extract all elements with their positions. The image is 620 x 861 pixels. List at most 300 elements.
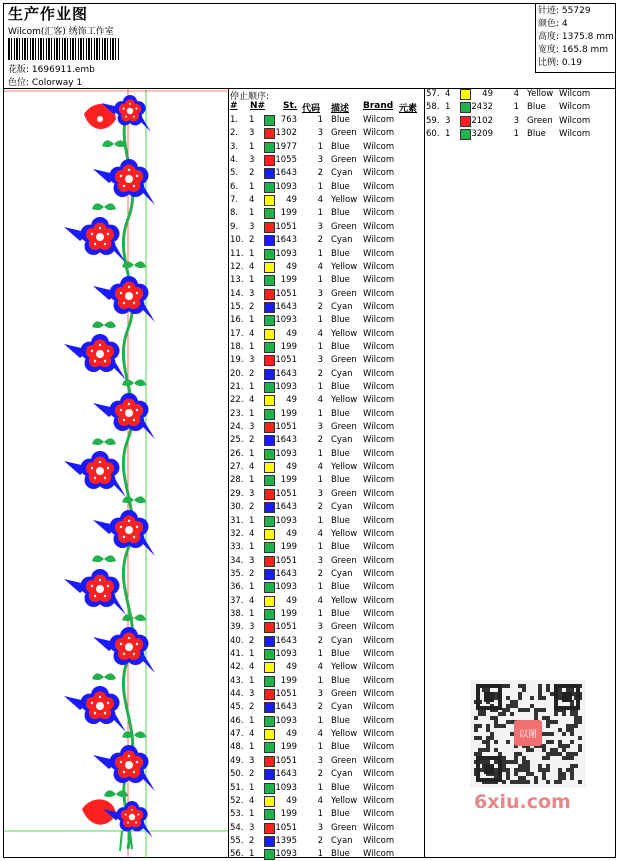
stop-number: 54. (230, 822, 244, 833)
color-description: Blue (331, 782, 350, 793)
thread-brand: Wilcom (559, 115, 591, 126)
color-swatch (264, 823, 275, 834)
color-swatch (264, 262, 275, 273)
color-description: Cyan (331, 635, 353, 646)
color-swatch (264, 275, 275, 286)
color-description: Blue (331, 649, 350, 659)
thread-brand: Wilcom (363, 742, 395, 753)
color-code: 3 (317, 221, 323, 232)
stop-row (229, 448, 424, 461)
thread-brand: Wilcom (363, 341, 395, 352)
stat-label: 宽度: (538, 45, 560, 55)
stitch-count: 49 (286, 795, 297, 806)
color-code: 1 (317, 542, 323, 553)
color-swatch (264, 689, 275, 700)
color-description: Yellow (331, 795, 358, 806)
color-code: 3 (317, 755, 323, 766)
needle-number: 1 (249, 115, 255, 125)
stop-number: 36. (230, 582, 244, 593)
color-code: 1 (317, 515, 323, 526)
needle-number: 2 (249, 368, 255, 379)
stop-number: 18. (230, 341, 244, 352)
stat-label: 高度: (538, 32, 560, 42)
color-code: 1 (317, 141, 323, 152)
color-code: 1 (317, 341, 323, 352)
stat-value: 55729 (561, 6, 591, 16)
stitch-count: 1051 (275, 221, 297, 232)
stop-number: 31. (230, 515, 244, 526)
stitch-count: 49 (286, 462, 297, 473)
color-swatch (264, 596, 275, 607)
stop-row (229, 167, 424, 180)
color-description: Green (331, 155, 357, 166)
color-code: 4 (317, 462, 323, 473)
thread-brand: Wilcom (363, 849, 395, 860)
stop-number: 34. (230, 555, 244, 566)
color-swatch (264, 155, 275, 166)
color-description: Yellow (331, 462, 358, 473)
needle-number: 1 (249, 649, 255, 659)
color-swatch (264, 195, 275, 206)
color-code: 1 (317, 608, 323, 619)
color-code: 4 (317, 395, 323, 406)
color-swatch (264, 222, 275, 233)
thread-brand: Wilcom (363, 782, 395, 793)
color-description: Blue (331, 248, 350, 259)
color-description: Green (331, 221, 357, 232)
color-description: Yellow (331, 195, 358, 206)
needle-number: 1 (249, 475, 255, 486)
needle-number: 1 (249, 341, 255, 352)
color-description: Cyan (331, 235, 353, 246)
stop-number: 50. (230, 769, 244, 780)
color-description: Cyan (331, 301, 353, 312)
color-code: 3 (513, 115, 519, 126)
stop-number: 38. (230, 608, 244, 619)
needle-number: 1 (249, 809, 255, 820)
stop-row (229, 728, 424, 741)
col-number: # (230, 101, 238, 111)
stop-row (229, 768, 424, 781)
color-swatch (264, 529, 275, 540)
stop-row (229, 822, 424, 835)
stop-number: 21. (230, 382, 244, 392)
thread-brand: Wilcom (363, 328, 395, 339)
stat-label: 针迹: (538, 6, 560, 16)
color-swatch (264, 462, 275, 473)
stitch-count: 199 (280, 608, 297, 619)
color-code: 4 (317, 328, 323, 339)
stop-row (229, 314, 424, 327)
colorway-label: 色位: (8, 78, 30, 88)
stop-row (229, 795, 424, 808)
thread-brand: Wilcom (363, 542, 395, 553)
colorway-value: Colorway 1 (31, 78, 83, 88)
needle-number: 2 (249, 235, 255, 246)
color-code: 4 (317, 595, 323, 606)
thread-brand: Wilcom (363, 168, 395, 179)
needle-number: 2 (249, 568, 255, 579)
color-description: Blue (331, 675, 350, 686)
color-swatch (264, 142, 275, 153)
stitch-count: 1093 (275, 849, 297, 860)
stitch-count: 1302 (275, 128, 297, 139)
thread-brand: Wilcom (559, 102, 591, 113)
needle-number: 2 (249, 301, 255, 312)
stop-row (229, 595, 424, 608)
stitch-count: 1643 (275, 702, 297, 713)
stop-number: 25. (230, 435, 244, 446)
stop-row (229, 221, 424, 234)
stop-number: 48. (230, 742, 244, 753)
color-description: Green (331, 128, 357, 139)
stop-number: 23. (230, 408, 244, 419)
thread-brand: Wilcom (363, 448, 395, 459)
stop-row (229, 675, 424, 688)
needle-number: 2 (249, 502, 255, 513)
needle-number: 1 (445, 129, 451, 140)
stat-label: 比例: (538, 58, 560, 68)
stitch-count: 1093 (275, 315, 297, 326)
stitch-count: 199 (280, 809, 297, 820)
stop-row (229, 755, 424, 768)
color-description: Green (331, 555, 357, 566)
thread-brand: Wilcom (363, 769, 395, 780)
needle-number: 4 (249, 595, 255, 606)
thread-brand: Wilcom (363, 795, 395, 806)
stop-row (229, 515, 424, 528)
thread-brand: Wilcom (363, 115, 395, 125)
color-description: Blue (331, 849, 350, 860)
stop-number: 12. (230, 261, 244, 272)
stitch-count: 199 (280, 341, 297, 352)
stitch-count: 49 (286, 328, 297, 339)
stop-row (229, 808, 424, 821)
color-description: Yellow (331, 729, 358, 740)
thread-brand: Wilcom (363, 689, 395, 700)
needle-number: 3 (249, 622, 255, 633)
color-swatch (460, 102, 471, 113)
stop-row (229, 661, 424, 674)
color-description: Blue (331, 582, 350, 593)
stop-row (229, 568, 424, 581)
col-brand: Brand (363, 101, 394, 111)
needle-number: 3 (249, 488, 255, 499)
thread-brand: Wilcom (363, 475, 395, 486)
stop-number: 3. (230, 141, 239, 152)
color-description: Cyan (331, 835, 353, 846)
color-swatch (264, 249, 275, 260)
thread-brand: Wilcom (363, 662, 395, 673)
color-code: 4 (317, 662, 323, 673)
color-code: 1 (317, 582, 323, 593)
color-swatch (264, 569, 275, 580)
stop-number: 37. (230, 595, 244, 606)
col-element: 元素 (399, 104, 418, 114)
color-swatch (264, 662, 275, 673)
needle-number: 3 (249, 555, 255, 566)
color-code: 2 (317, 769, 323, 780)
stitch-count: 49 (482, 89, 493, 99)
stop-row (229, 835, 424, 848)
design-file-name: 1696911.emb (31, 65, 95, 75)
needle-number: 1 (249, 408, 255, 419)
stitch-count: 49 (286, 729, 297, 740)
thread-brand: Wilcom (363, 435, 395, 446)
stitch-count: 49 (286, 195, 297, 206)
stitch-count: 2432 (471, 102, 493, 113)
thread-brand: Wilcom (363, 608, 395, 619)
color-swatch (460, 129, 471, 140)
embroidery-preview (4, 89, 228, 858)
needle-number: 1 (249, 675, 255, 686)
needle-number: 2 (249, 435, 255, 446)
thread-brand: Wilcom (363, 595, 395, 606)
thread-brand: Wilcom (363, 181, 395, 192)
thread-brand: Wilcom (363, 141, 395, 152)
color-description: Green (331, 822, 357, 833)
color-code: 2 (317, 168, 323, 179)
stitch-count: 1643 (275, 368, 297, 379)
stitch-count: 199 (280, 208, 297, 219)
stop-row (229, 501, 424, 514)
color-description: Blue (331, 181, 350, 192)
color-swatch (264, 649, 275, 660)
thread-brand: Wilcom (363, 275, 395, 286)
stop-row (425, 101, 620, 114)
color-swatch (264, 382, 275, 393)
color-swatch (264, 235, 275, 246)
stop-number: 27. (230, 462, 244, 473)
stop-row (425, 88, 620, 101)
color-description: Yellow (331, 261, 358, 272)
stop-number: 24. (230, 422, 244, 433)
color-description: Green (331, 689, 357, 700)
color-code: 1 (317, 382, 323, 392)
color-code: 2 (317, 435, 323, 446)
color-description: Blue (331, 542, 350, 553)
stop-row (229, 635, 424, 648)
color-code: 3 (317, 822, 323, 833)
stitch-count: 199 (280, 542, 297, 553)
col-description: 描述 (331, 104, 350, 114)
stop-row (229, 207, 424, 220)
color-code: 3 (317, 622, 323, 633)
thread-brand: Wilcom (363, 235, 395, 246)
thread-brand: Wilcom (363, 502, 395, 513)
color-code: 3 (317, 155, 323, 166)
color-description: Cyan (331, 568, 353, 579)
stop-row (229, 261, 424, 274)
stop-number: 10. (230, 235, 244, 246)
color-description: Green (331, 422, 357, 433)
color-code: 3 (317, 355, 323, 366)
color-swatch (264, 742, 275, 753)
stop-number: 22. (230, 395, 244, 406)
color-swatch (264, 475, 275, 486)
needle-number: 2 (249, 769, 255, 780)
color-description: Blue (331, 715, 350, 726)
needle-number: 1 (249, 382, 255, 392)
stop-number: 49. (230, 755, 244, 766)
color-swatch (264, 502, 275, 513)
stop-row (229, 341, 424, 354)
needle-number: 2 (249, 702, 255, 713)
color-swatch (264, 783, 275, 794)
stop-row (229, 421, 424, 434)
color-code: 1 (317, 248, 323, 259)
needle-number: 4 (249, 729, 255, 740)
thread-brand: Wilcom (363, 315, 395, 326)
color-description: Blue (331, 448, 350, 459)
color-code: 2 (317, 702, 323, 713)
stat-width (538, 44, 616, 57)
stitch-count: 199 (280, 675, 297, 686)
color-code: 3 (317, 422, 323, 433)
color-code: 4 (317, 795, 323, 806)
color-description: Blue (331, 515, 350, 526)
needle-number: 1 (249, 448, 255, 459)
thread-brand: Wilcom (363, 635, 395, 646)
stop-row (229, 301, 424, 314)
stat-stitches (538, 5, 616, 18)
color-code: 3 (317, 689, 323, 700)
color-description: Blue (331, 475, 350, 486)
page-title: 生产作业图 (8, 5, 89, 23)
stitch-count: 3209 (471, 129, 493, 140)
thread-brand: Wilcom (363, 221, 395, 232)
thread-brand: Wilcom (363, 582, 395, 593)
stop-row (229, 408, 424, 421)
stats-box (535, 3, 616, 73)
needle-number: 3 (249, 355, 255, 366)
stat-colors (538, 18, 616, 31)
stop-number: 7. (230, 195, 239, 206)
color-code: 1 (513, 129, 519, 140)
color-swatch (264, 168, 275, 179)
stop-row (229, 528, 424, 541)
stop-number: 15. (230, 301, 244, 312)
stop-number: 32. (230, 528, 244, 539)
stitch-count: 49 (286, 595, 297, 606)
stat-value: 1375.8 mm (561, 32, 614, 42)
color-description: Green (331, 755, 357, 766)
thread-brand: Wilcom (363, 395, 395, 406)
color-description: Cyan (331, 769, 353, 780)
thread-brand: Wilcom (363, 649, 395, 659)
color-swatch (264, 622, 275, 633)
thread-brand: Wilcom (559, 89, 591, 99)
color-swatch (264, 422, 275, 433)
color-swatch (264, 582, 275, 593)
color-description: Blue (527, 102, 546, 113)
needle-number: 4 (249, 395, 255, 406)
color-swatch (460, 89, 471, 100)
needle-number: 1 (249, 742, 255, 753)
color-description: Cyan (331, 702, 353, 713)
color-description: Blue (331, 141, 350, 152)
needle-number: 1 (445, 102, 451, 113)
needle-number: 3 (249, 288, 255, 299)
stop-row (229, 181, 424, 194)
color-description: Yellow (331, 595, 358, 606)
stop-row (229, 621, 424, 634)
stitch-count: 1093 (275, 248, 297, 259)
color-description: Cyan (331, 168, 353, 179)
stop-number: 41. (230, 649, 244, 659)
color-description: Green (331, 288, 357, 299)
color-swatch (264, 769, 275, 780)
stop-row (229, 688, 424, 701)
color-code: 2 (317, 368, 323, 379)
stop-number: 11. (230, 248, 244, 259)
stop-row (229, 381, 424, 394)
color-code: 3 (317, 288, 323, 299)
design-file-line (8, 62, 95, 75)
stop-number: 9. (230, 221, 239, 232)
color-swatch (264, 435, 275, 446)
needle-number: 3 (249, 755, 255, 766)
color-swatch (264, 369, 275, 380)
stitch-count: 1051 (275, 422, 297, 433)
color-swatch (264, 208, 275, 219)
color-code: 1 (317, 649, 323, 659)
stop-row (229, 581, 424, 594)
needle-number: 1 (249, 782, 255, 793)
color-swatch (264, 849, 275, 860)
stop-number: 16. (230, 315, 244, 326)
color-swatch (264, 315, 275, 326)
stitch-count: 1643 (275, 435, 297, 446)
stop-number: 47. (230, 729, 244, 740)
color-swatch (264, 329, 275, 340)
stop-row (229, 154, 424, 167)
color-swatch (264, 542, 275, 553)
stop-number: 33. (230, 542, 244, 553)
thread-brand: Wilcom (363, 835, 395, 846)
stop-row (229, 368, 424, 381)
color-swatch (264, 128, 275, 139)
needle-number: 1 (249, 608, 255, 619)
thread-brand: Wilcom (363, 528, 395, 539)
color-swatch (264, 355, 275, 366)
thread-brand: Wilcom (363, 208, 395, 219)
stitch-count: 1051 (275, 622, 297, 633)
needle-number: 1 (249, 582, 255, 593)
stop-number: 4. (230, 155, 239, 166)
color-code: 1 (317, 675, 323, 686)
stitch-count: 1051 (275, 822, 297, 833)
stop-row (425, 128, 620, 141)
thread-brand: Wilcom (363, 702, 395, 713)
color-code: 1 (317, 408, 323, 419)
stop-number: 1. (230, 115, 239, 125)
stitch-count: 1093 (275, 782, 297, 793)
barcode (8, 38, 120, 60)
thread-brand: Wilcom (363, 755, 395, 766)
stop-number: 43. (230, 675, 244, 686)
stop-number: 46. (230, 715, 244, 726)
color-swatch (264, 796, 275, 807)
column-divider (424, 88, 425, 858)
color-code: 2 (317, 235, 323, 246)
stop-row (229, 141, 424, 154)
stop-row (229, 248, 424, 261)
stop-number: 40. (230, 635, 244, 646)
color-description: Blue (331, 382, 350, 392)
stitch-count: 1093 (275, 181, 297, 192)
stop-number: 8. (230, 208, 239, 219)
